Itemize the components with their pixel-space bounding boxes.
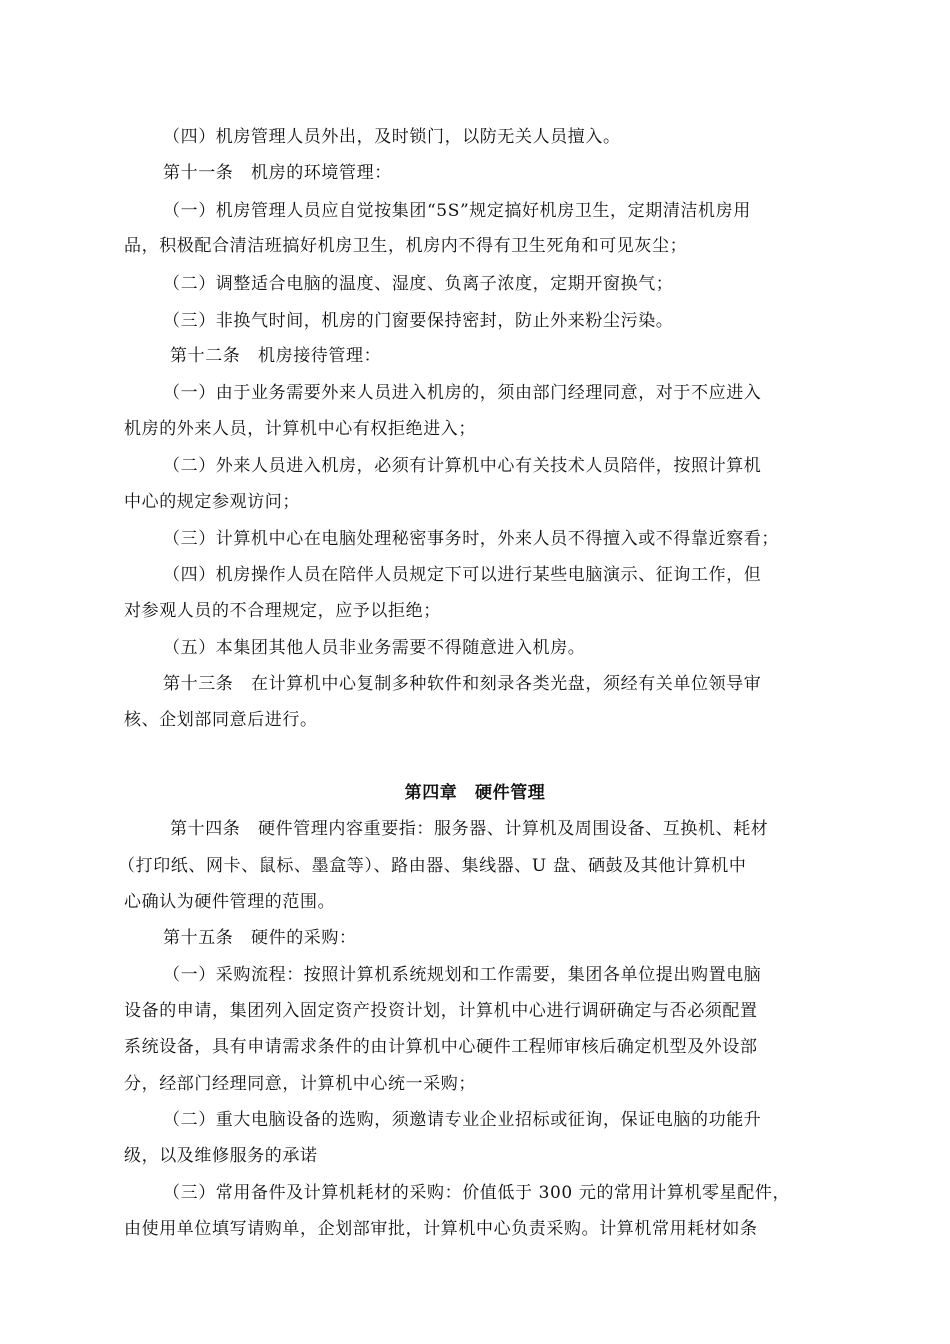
text-line: 品，积极配合清洁班搞好机房卫生，机房内不得有卫生死角和可见灰尘； [124,236,688,256]
text-line: 对参观人员的不合理规定，应予以拒绝； [124,601,441,621]
text-line: （四）机房管理人员外出，及时锁门，以防无关人员擅入。 [163,127,621,147]
text-line: 级，以及维修服务的承诺 [124,1146,318,1166]
text-line: 设备的申请，集团列入固定资产投资计划，计算机中心进行调研确定与否必须配置 [124,1001,758,1021]
text-line: （三）非换气时间，机房的门窗要保持密封，防止外来粉尘污染。 [163,311,674,331]
text-line: 分，经部门经理同意，计算机中心统一采购； [124,1074,476,1094]
text-line: （二）调整适合电脑的温度、湿度、负离子浓度，定期开窗换气； [163,274,674,294]
text-line: （一）采购流程：按照计算机系统规划和工作需要，集团各单位提出购置电脑 [163,965,762,985]
text-line: 第十四条 硬件管理内容重要指：服务器、计算机及周围设备、互换机、耗材 [170,819,769,839]
text-line: （三）计算机中心在电脑处理秘密事务时，外来人员不得擅入或不得靠近察看； [163,529,779,549]
text-line: （打印纸、网卡、鼠标、墨盒等）、路由器、集线器、U 盘、硒鼓及其他计算机中 [118,856,747,876]
text-line: 系统设备，具有申请需求条件的由计算机中心硬件工程师审核后确定机型及外设部 [124,1037,758,1057]
text-line: （五）本集团其他人员非业务需要不得随意进入机房。 [163,638,586,658]
text-line: 第十三条 在计算机中心复制多种软件和刻录各类光盘，须经有关单位领导审 [163,674,762,694]
text-line: （一）由于业务需要外来人员进入机房的，须由部门经理同意，对于不应进入 [163,383,762,403]
text-line: 第十一条 机房的环境管理： [163,163,392,183]
text-line: （三）常用备件及计算机耗材的采购：价值低于 300 元的常用计算机零星配件， [163,1183,791,1203]
text-line: 第十二条 机房接待管理： [170,346,382,366]
text-line: 核、企划部同意后进行。 [124,710,318,730]
text-line: （一）机房管理人员应自觉按集团“5S”规定搞好机房卫生，定期清洁机房用 [163,201,751,221]
text-line: 第十五条 硬件的采购： [163,928,357,948]
text-line: （二）外来人员进入机房，必须有计算机中心有关技术人员陪伴，按照计算机 [163,456,762,476]
text-line: 中心的规定参观访问； [124,492,300,512]
text-line: 由使用单位填写请购单，企划部审批，计算机中心负责采购。计算机常用耗材如条 [124,1219,758,1239]
text-line: （二）重大电脑设备的选购，须邀请专业企业招标或征询，保证电脑的功能升 [163,1110,762,1130]
chapter-heading: 第四章 硬件管理 [404,783,546,803]
text-line: 机房的外来人员，计算机中心有权拒绝进入； [124,419,476,439]
text-line: （四）机房操作人员在陪伴人员规定下可以进行某些电脑演示、征询工作，但 [163,565,762,585]
text-line: 心确认为硬件管理的范围。 [124,892,336,912]
